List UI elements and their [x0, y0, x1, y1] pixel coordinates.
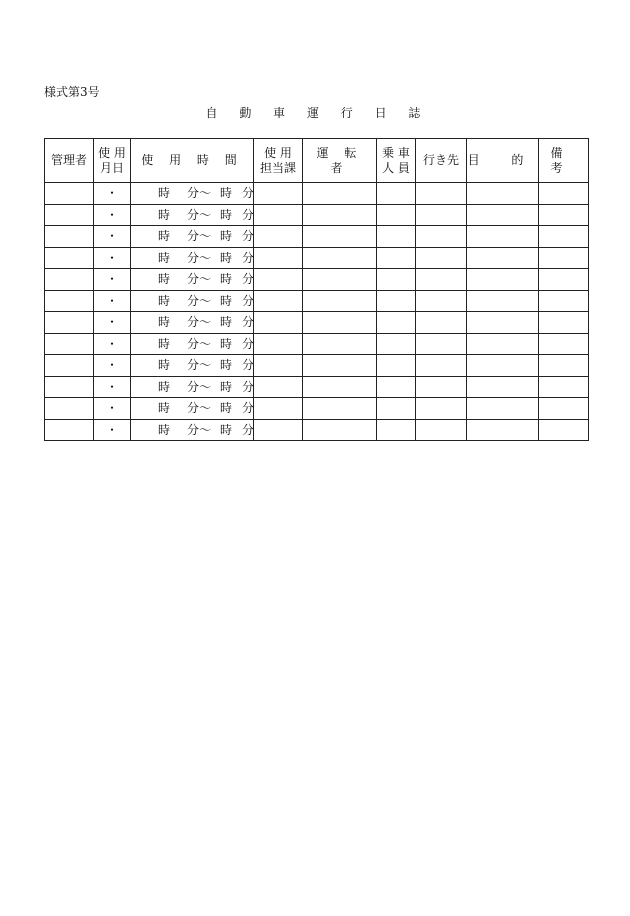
use-date-cell[interactable] — [94, 398, 131, 420]
use-time-cell[interactable] — [131, 226, 254, 248]
time-minute-start-label: 分〜 — [187, 250, 212, 265]
purpose-cell[interactable] — [467, 269, 539, 291]
date-separator: ・ — [105, 358, 118, 373]
time-hour-start-label: 時 — [158, 207, 171, 222]
use-time-cell[interactable] — [131, 183, 254, 205]
time-minute-end-label: 分 — [242, 186, 255, 200]
use-date-cell[interactable] — [94, 419, 131, 441]
time-hour-end-label: 時 — [220, 379, 233, 394]
date-separator: ・ — [105, 186, 118, 201]
header-department — [254, 139, 303, 183]
manager-cell[interactable] — [45, 312, 94, 334]
manager-cell[interactable] — [45, 183, 94, 205]
time-hour-end-label: 時 — [220, 336, 233, 351]
destination-cell[interactable] — [416, 290, 467, 312]
use-time-cell[interactable] — [131, 355, 254, 377]
department-cell[interactable] — [254, 269, 303, 291]
department-cell[interactable] — [254, 312, 303, 334]
time-hour-end-label: 時 — [220, 293, 233, 308]
header-department-line2: 担当課 — [259, 160, 296, 175]
log-row — [45, 204, 589, 226]
remarks-cell[interactable] — [539, 355, 589, 377]
department-cell[interactable] — [254, 333, 303, 355]
header-department-line1: 使 用 — [264, 145, 292, 160]
destination-cell[interactable] — [416, 183, 467, 205]
time-minute-start-label: 分〜 — [187, 358, 212, 372]
time-minute-end-label: 分 — [242, 401, 255, 415]
remarks-cell[interactable] — [539, 247, 589, 269]
time-hour-end-label: 時 — [220, 186, 233, 200]
time-hour-start-label: 時 — [158, 401, 171, 415]
driver-cell[interactable] — [303, 398, 377, 420]
passengers-cell[interactable] — [377, 312, 416, 334]
purpose-cell[interactable] — [467, 333, 539, 355]
time-minute-end-label: 分 — [242, 272, 255, 286]
manager-cell[interactable] — [45, 419, 94, 441]
time-minute-end-label: 分 — [242, 422, 255, 437]
time-minute-end-label: 分 — [242, 250, 255, 265]
date-separator: ・ — [105, 272, 118, 287]
log-body — [45, 183, 589, 441]
purpose-cell[interactable] — [467, 376, 539, 398]
remarks-cell[interactable] — [539, 333, 589, 355]
passengers-cell[interactable] — [377, 333, 416, 355]
time-minute-end-label: 分 — [242, 293, 255, 308]
time-hour-start-label: 時 — [158, 358, 171, 372]
passengers-cell[interactable] — [377, 204, 416, 226]
log-row — [45, 290, 589, 312]
remarks-cell[interactable] — [539, 312, 589, 334]
time-hour-end-label: 時 — [220, 207, 233, 222]
date-separator: ・ — [105, 229, 118, 244]
time-minute-start-label: 分〜 — [187, 336, 212, 351]
remarks-cell[interactable] — [539, 269, 589, 291]
driver-cell[interactable] — [303, 183, 377, 205]
date-separator: ・ — [105, 379, 118, 394]
passengers-cell[interactable] — [377, 183, 416, 205]
department-cell[interactable] — [254, 290, 303, 312]
time-minute-start-label: 分〜 — [187, 401, 212, 415]
time-minute-start-label: 分〜 — [187, 229, 212, 243]
remarks-cell[interactable] — [539, 376, 589, 398]
driver-cell[interactable] — [303, 376, 377, 398]
passengers-cell[interactable] — [377, 355, 416, 377]
department-cell[interactable] — [254, 204, 303, 226]
header-use-date-line2: 月日 — [99, 160, 124, 175]
purpose-cell[interactable] — [467, 398, 539, 420]
log-row — [45, 398, 589, 420]
destination-cell[interactable] — [416, 333, 467, 355]
time-hour-end-label: 時 — [220, 229, 233, 243]
destination-cell[interactable] — [416, 247, 467, 269]
purpose-cell[interactable] — [467, 247, 539, 269]
destination-cell[interactable] — [416, 312, 467, 334]
vehicle-log-table — [44, 138, 589, 441]
use-date-cell[interactable] — [94, 247, 131, 269]
purpose-cell[interactable] — [467, 419, 539, 441]
manager-cell[interactable] — [45, 290, 94, 312]
form-number: 様式第3号 — [44, 85, 100, 99]
date-separator: ・ — [105, 336, 118, 351]
date-separator: ・ — [105, 207, 118, 222]
log-row — [45, 333, 589, 355]
header-remarks: 備 考 — [539, 139, 589, 183]
header-passengers — [377, 139, 416, 183]
time-hour-start-label: 時 — [158, 336, 171, 351]
time-hour-start-label: 時 — [158, 186, 171, 200]
header-use-time: 使 用 時 間 — [131, 139, 254, 183]
department-cell[interactable] — [254, 398, 303, 420]
header-use-date — [94, 139, 131, 183]
department-cell[interactable] — [254, 247, 303, 269]
manager-cell[interactable] — [45, 376, 94, 398]
passengers-cell[interactable] — [377, 247, 416, 269]
time-hour-end-label: 時 — [220, 401, 233, 415]
driver-cell[interactable] — [303, 247, 377, 269]
time-hour-start-label: 時 — [158, 250, 171, 265]
time-minute-end-label: 分 — [242, 207, 255, 222]
remarks-cell[interactable] — [539, 398, 589, 420]
log-row — [45, 419, 589, 441]
purpose-cell[interactable] — [467, 355, 539, 377]
use-time-cell[interactable] — [131, 204, 254, 226]
time-hour-end-label: 時 — [220, 358, 233, 372]
time-hour-end-label: 時 — [220, 272, 233, 286]
remarks-cell[interactable] — [539, 183, 589, 205]
use-date-cell[interactable] — [94, 269, 131, 291]
manager-cell[interactable] — [45, 355, 94, 377]
time-minute-start-label: 分〜 — [187, 422, 212, 437]
use-time-cell[interactable] — [131, 333, 254, 355]
driver-cell[interactable] — [303, 290, 377, 312]
destination-cell[interactable] — [416, 204, 467, 226]
use-time-cell[interactable] — [131, 419, 254, 441]
header-purpose: 目 的 — [467, 139, 539, 183]
log-row — [45, 226, 589, 248]
log-row — [45, 376, 589, 398]
time-hour-end-label: 時 — [220, 315, 233, 329]
department-cell[interactable] — [254, 419, 303, 441]
use-time-cell[interactable] — [131, 290, 254, 312]
use-date-cell[interactable] — [94, 183, 131, 205]
log-row — [45, 355, 589, 377]
time-minute-start-label: 分〜 — [187, 293, 212, 308]
use-time-cell[interactable] — [131, 312, 254, 334]
purpose-cell[interactable] — [467, 183, 539, 205]
time-minute-end-label: 分 — [242, 358, 255, 372]
date-separator: ・ — [105, 401, 118, 416]
driver-cell[interactable] — [303, 312, 377, 334]
purpose-cell[interactable] — [467, 290, 539, 312]
use-date-cell[interactable] — [94, 290, 131, 312]
purpose-cell[interactable] — [467, 226, 539, 248]
driver-cell[interactable] — [303, 269, 377, 291]
time-hour-start-label: 時 — [158, 293, 171, 308]
use-date-cell[interactable] — [94, 355, 131, 377]
date-separator: ・ — [105, 293, 118, 308]
manager-cell[interactable] — [45, 269, 94, 291]
remarks-cell[interactable] — [539, 204, 589, 226]
department-cell[interactable] — [254, 376, 303, 398]
driver-cell[interactable] — [303, 333, 377, 355]
time-minute-end-label: 分 — [242, 379, 255, 394]
destination-cell[interactable] — [416, 398, 467, 420]
passengers-cell[interactable] — [377, 419, 416, 441]
destination-cell[interactable] — [416, 419, 467, 441]
time-minute-start-label: 分〜 — [187, 186, 212, 200]
manager-cell[interactable] — [45, 398, 94, 420]
manager-cell[interactable] — [45, 333, 94, 355]
time-hour-start-label: 時 — [158, 422, 171, 437]
passengers-cell[interactable] — [377, 226, 416, 248]
driver-cell[interactable] — [303, 204, 377, 226]
department-cell[interactable] — [254, 183, 303, 205]
time-minute-start-label: 分〜 — [187, 272, 212, 286]
department-cell[interactable] — [254, 355, 303, 377]
time-hour-end-label: 時 — [220, 250, 233, 265]
date-separator: ・ — [105, 250, 118, 265]
log-row — [45, 312, 589, 334]
use-date-cell[interactable] — [94, 376, 131, 398]
use-date-cell[interactable] — [94, 333, 131, 355]
header-row — [45, 139, 589, 183]
remarks-cell[interactable] — [539, 290, 589, 312]
passengers-cell[interactable] — [377, 376, 416, 398]
destination-cell[interactable] — [416, 226, 467, 248]
document-title: 自 動 車 運 行 日 誌 — [205, 106, 430, 120]
time-minute-end-label: 分 — [242, 336, 255, 351]
time-hour-start-label: 時 — [158, 229, 171, 243]
time-minute-start-label: 分〜 — [187, 379, 212, 394]
destination-cell[interactable] — [416, 355, 467, 377]
use-date-cell[interactable] — [94, 226, 131, 248]
header-driver: 運 転 者 — [303, 139, 377, 183]
passengers-cell[interactable] — [377, 290, 416, 312]
use-time-cell[interactable] — [131, 398, 254, 420]
date-separator: ・ — [105, 422, 118, 437]
remarks-cell[interactable] — [539, 419, 589, 441]
manager-cell[interactable] — [45, 226, 94, 248]
destination-cell[interactable] — [416, 269, 467, 291]
time-hour-start-label: 時 — [158, 272, 171, 286]
log-row — [45, 183, 589, 205]
driver-cell[interactable] — [303, 355, 377, 377]
time-minute-end-label: 分 — [242, 315, 255, 329]
header-manager: 管理者 — [45, 139, 94, 183]
remarks-cell[interactable] — [539, 226, 589, 248]
manager-cell[interactable] — [45, 204, 94, 226]
time-minute-end-label: 分 — [242, 229, 255, 243]
time-minute-start-label: 分〜 — [187, 207, 212, 222]
use-date-cell[interactable] — [94, 204, 131, 226]
date-separator: ・ — [105, 315, 118, 330]
passengers-cell[interactable] — [377, 269, 416, 291]
log-row — [45, 247, 589, 269]
time-hour-end-label: 時 — [220, 422, 233, 437]
purpose-cell[interactable] — [467, 312, 539, 334]
driver-cell[interactable] — [303, 226, 377, 248]
time-minute-start-label: 分〜 — [187, 315, 212, 329]
header-passengers-line1: 乗 車 — [382, 145, 410, 160]
passengers-cell[interactable] — [377, 398, 416, 420]
department-cell[interactable] — [254, 226, 303, 248]
log-row — [45, 269, 589, 291]
purpose-cell[interactable] — [467, 204, 539, 226]
use-time-cell[interactable] — [131, 247, 254, 269]
manager-cell[interactable] — [45, 247, 94, 269]
driver-cell[interactable] — [303, 419, 377, 441]
header-destination: 行き先 — [416, 139, 467, 183]
header-use-date-line1: 使 用 — [98, 145, 126, 160]
use-date-cell[interactable] — [94, 312, 131, 334]
header-passengers-line2: 人 員 — [382, 160, 410, 175]
use-time-cell[interactable] — [131, 376, 254, 398]
destination-cell[interactable] — [416, 376, 467, 398]
use-time-cell[interactable] — [131, 269, 254, 291]
time-hour-start-label: 時 — [158, 379, 171, 394]
time-hour-start-label: 時 — [158, 315, 171, 329]
